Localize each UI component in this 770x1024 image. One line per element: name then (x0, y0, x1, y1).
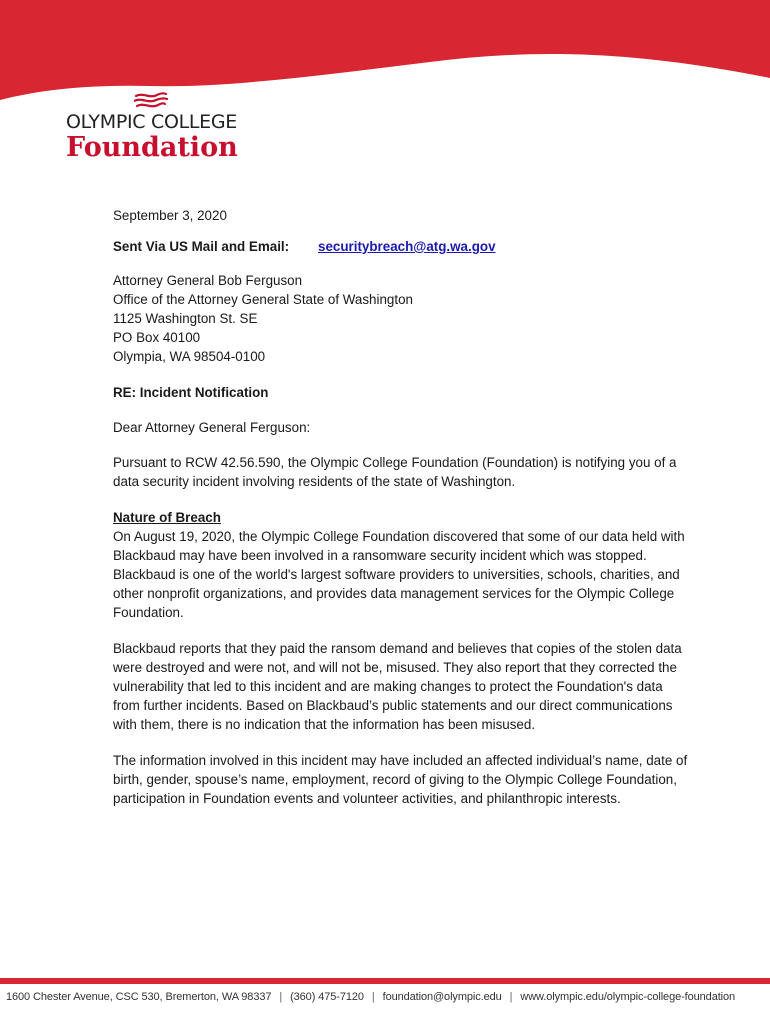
information-paragraph: The information involved in this incident may have included an affected individual’s name, date of birth, gender, spouse’s name, employment, record of giving to the Olympic College Foundation, participation in Foundation events and volunteer activities, and philanthropic interests. (113, 753, 688, 806)
footer-email[interactable]: foundation@olympic.edu (382, 991, 502, 1003)
footer-phone: (360) 475-7120 (290, 991, 364, 1003)
blackbaud-paragraph: Blackbaud reports that they paid the ransom demand and believes that copies of the stolen data were destroyed and were not, and will not be, misused. They also report that they corrected the vulnerability that led to this incident and are making changes to protect the Foundation's data from further incidents. Based on Blackbaud’s public statements and our direct communications with them, there is no indication that the information has been misused. (113, 641, 682, 732)
address-line: Olympia, WA 98504-0100 (113, 349, 266, 364)
wave-lines-icon (134, 92, 168, 110)
email-link[interactable]: securitybreach@atg.wa.gov (318, 239, 496, 254)
footer-address: 1600 Chester Avenue, CSC 530, Bremerton, WA 98337 (6, 991, 272, 1003)
footer (6, 991, 766, 1003)
sent-via-label: Sent Via US Mail and Email: (113, 239, 290, 254)
footer-separator: | (371, 991, 375, 1003)
breach-paragraph: On August 19, 2020, the Olympic College Foundation discovered that some of our data held with Blackbaud may have been involved in a ransomware security incident which was stopped. Blackbaud is one of the world's largest software providers to universities, schools, charities, and other nonprofit organizations, and provides data management services for the Olympic College Foundation. (113, 529, 685, 620)
address-line: PO Box 40100 (113, 330, 201, 345)
address-line: 1125 Washington St. SE (113, 311, 258, 326)
salutation: Dear Attorney General Ferguson: (113, 420, 311, 435)
sent-via-line (113, 237, 693, 256)
footer-separator: | (509, 991, 513, 1003)
footer-separator: | (279, 991, 283, 1003)
recipient-address (113, 271, 693, 366)
address-line: Office of the Attorney General State of Washington (113, 292, 413, 307)
address-line: Attorney General Bob Ferguson (113, 273, 303, 288)
section-heading: Nature of Breach (113, 510, 221, 525)
footer-divider (0, 978, 770, 984)
intro-paragraph: Pursuant to RCW 42.56.590, the Olympic College Foundation (Foundation) is notifying you of a data security incident involving residents of the state of Washington. (113, 455, 677, 489)
footer-website[interactable]: www.olympic.edu/olympic-college-foundation (520, 991, 736, 1003)
logo-subtitle: Foundation (66, 132, 238, 163)
subject-line: RE: Incident Notification (113, 385, 269, 400)
letter-body (113, 206, 693, 825)
logo-title: OLYMPIC COLLEGE (66, 111, 238, 133)
letter-date: September 3, 2020 (113, 208, 227, 223)
